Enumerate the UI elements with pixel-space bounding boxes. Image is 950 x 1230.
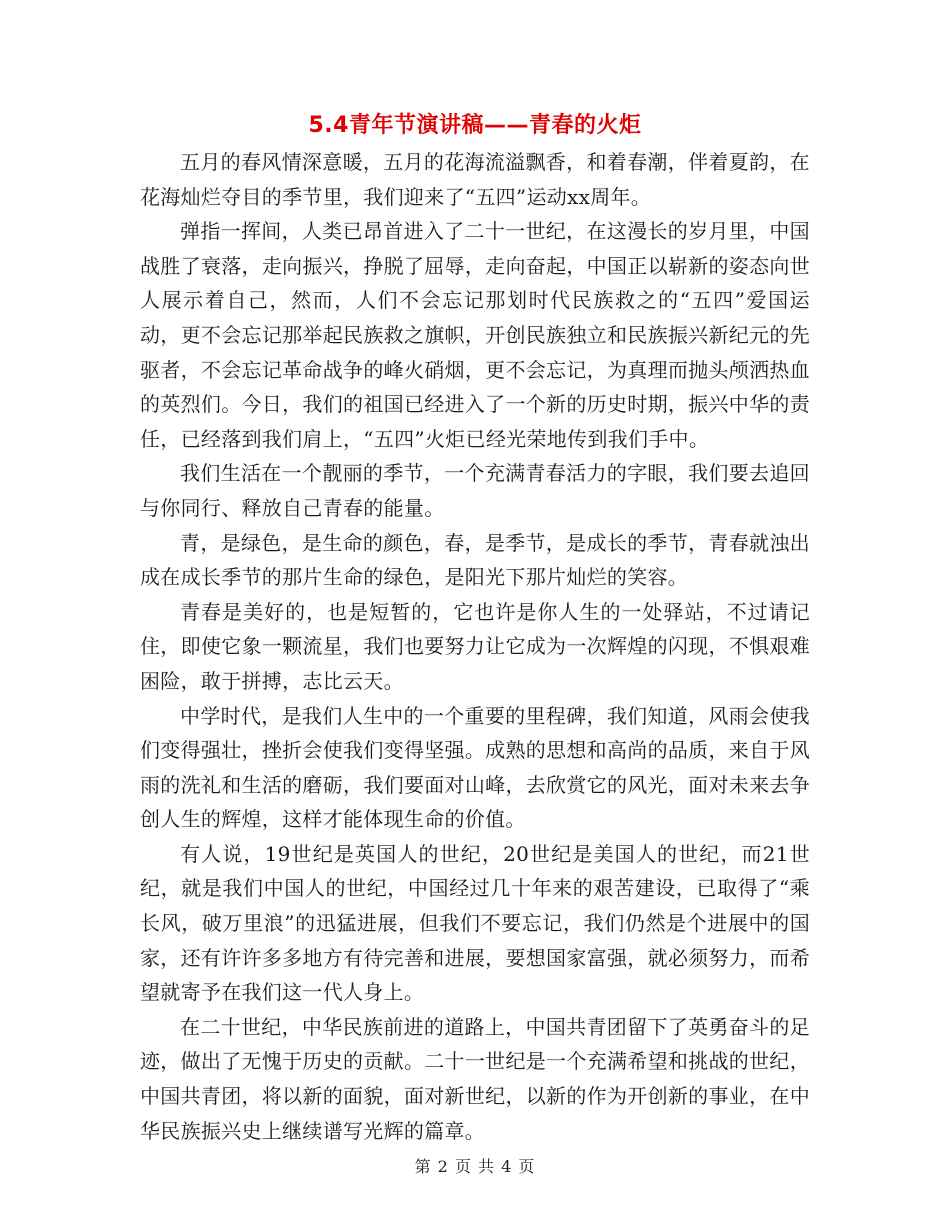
paragraph: 弹指一挥间，人类已昂首进入了二十一世纪，在这漫长的岁月里，中国战胜了衰落，走向振兴，挣脱了屈辱，走向奋起，中国正以崭新的姿态向世人展示着自己，然而，人们不会忘记那划时代民族救之的“五四”爱国运动，更不会忘记那举起民族救之旗帜，开创民族独立和民族振兴新纪元的先驱者，不会忘记革命战争的峰火硝烟，更不会忘记，为真理而抛头颅洒热血的英烈们。今日，我们的祖国已经进入了一个新的历史时期，振兴中华的责任，已经落到我们肩上，“五四”火炬已经光荣地传到我们手中。 (140, 219, 810, 451)
paragraph: 有人说，19世纪是英国人的世纪，20世纪是美国人的世纪，而21世纪，就是我们中国人的世纪，中国经过几十年来的艰苦建设，已取得了“乘长风，破万里浪”的迅猛进展，但我们不要忘记，我们仍然是个进展中的国家，还有许许多多地方有待完善和进展，要想国家富强，就必须努力，而希望就寄予在我们这一代人身上。 (140, 841, 810, 1005)
page-title: 5.4青年节演讲稿——青春的火炬 (308, 113, 642, 138)
paragraph: 中学时代，是我们人生中的一个重要的里程碑，我们知道，风雨会使我们变得强壮，挫折会使我们变得坚强。成熟的思想和高尚的品质，来自于风雨的洗礼和生活的磨砺，我们要面对山峰，去欣赏它的风光，面对未来去争创人生的辉煌，这样才能体现生命的价值。 (140, 703, 810, 832)
paragraph: 在二十世纪，中华民族前进的道路上，中国共青团留下了英勇奋斗的足迹，做出了无愧于历史的贡献。二十一世纪是一个充满希望和挑战的世纪，中国共青团，将以新的面貌，面对新世纪，以新的作为开创新的事业，在中华民族振兴史上继续谱写光辉的篇章。 (140, 1014, 810, 1143)
paragraph: 五月的春风情深意暖，五月的花海流溢飘香，和着春潮，伴着夏韵，在花海灿烂夺目的季节里，我们迎来了“五四”运动xx周年。 (140, 150, 810, 209)
paragraph: 青，是绿色，是生命的颜色，春，是季节，是成长的季节，青春就浊出成在成长季节的那片生命的绿色，是阳光下那片灿烂的笑容。 (140, 530, 810, 590)
paragraph: 青春是美好的，也是短暂的，它也许是你人生的一处驿站，不过请记住，即使它象一颗流星，我们也要努力让它成为一次辉煌的闪现，不惧艰难困险，敢于拼搏，志比云天。 (140, 599, 810, 693)
page-footer: 第 2 页 共 4 页 (414, 1157, 536, 1176)
document-body (140, 145, 810, 1148)
paragraph: 我们生活在一个靓丽的季节，一个充满青春活力的字眼，我们要去追回与你同行、释放自己青春的能量。 (140, 461, 810, 520)
